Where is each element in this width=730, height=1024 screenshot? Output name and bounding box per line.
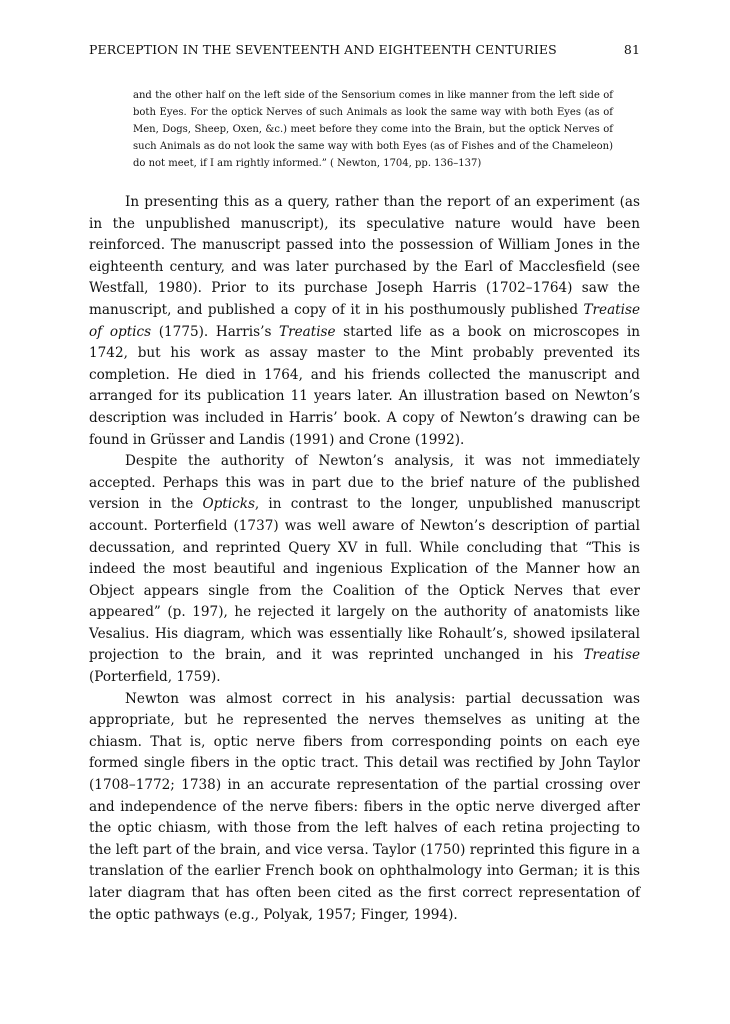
quote-text: and the other half on the left side of the Sensorium comes in like manner from the left side of both Eyes. For the optick Nerves of such Animals as look the same way with both Eyes (as of Men, Dogs, Sheep, Oxen, &c.) meet before they come into the Brain, but the optick Nerves of such Animals as do not look the same way with both Eyes (as of Fishes and of the Chameleon) do not meet, if I am rightly informed.” ( Newton, 1704, pp. 136–137) [133,90,613,169]
paragraph-2 [89,451,640,689]
paragraph-1-part-b: (1775). Harris’s [151,323,280,340]
paragraph-3-text: Newton was almost correct in his analysis: partial decussation was appropriate, but he represented the nerves themselves as uniting at the chiasm. That is, optic nerve fibers from corresponding points on each eye formed single fibers in the optic tract. This detail was rectified by John Taylor (1708–1772; 1738) in an accurate representation of the partial crossing over and independence of the nerve fibers: fibers in the optic nerve diverged after the optic chiasm, with those from the left halves of each retina projecting to the left part of the brain, and vice versa. Taylor (1750) reprinted this figure in a translation of the earlier French book on ophthalmology into German; it is this later diagram that has often been cited as the first correct representation of the optic pathways (e.g., Polyak, 1957; Finger, 1994). [89,690,640,923]
paragraph-2-part-a: Despite the authority of Newton’s analysis, it was not immediately accepted. Perhaps this was in part due to the brief nature of the published version in the [89,453,640,513]
paragraph-1-part-a: In presenting this as a query, rather than the report of an experiment (as in the unpublished manuscript), its speculative nature would have been reinforced. The manuscript passed into the possession of William Jones in the eighteenth century, and was later purchased by the Earl of Macclesfield (see Westfall, 1980). Prior to its purchase Joseph Harris (1702–1764) saw the manuscript, and published a copy of it in his posthumously published [89,194,640,318]
paragraph-2-italic-treatise: Treatise [583,647,640,664]
paragraph-3 [89,689,640,927]
paragraph-2-part-c: (Porterfield, 1759). [89,669,221,686]
paragraph-1-italic-treatise: Treatise [279,323,336,340]
paragraph-1-italic-title: Treatise of optics [89,301,640,340]
running-head-title: PERCEPTION IN THE SEVENTEENTH AND EIGHTEENTH CENTURIES [89,42,557,57]
page-number: 81 [623,42,640,57]
document-page [89,42,640,926]
paragraph-1 [89,192,640,451]
paragraph-2-italic-opticks: Opticks [202,496,255,513]
running-header [89,42,640,62]
paragraph-2-part-b: , in contrast to the longer, unpublished manuscript account. Porterfield (1737) was well aware of Newton’s description of partial decussation, and reprinted Query XV in full. While concluding that “This is indeed the most beautiful and ingenious Explication of the Manner how an Object appears single from the Coalition of the Optick Nerves that ever appeared” (p. 197), he rejected it largely on the authority of anatomists like Vesalius. His diagram, which was essentially like Rohault’s, showed ipsilateral projection to the brain, and it was reprinted unchanged in his [89,496,640,664]
paragraph-1-part-c: started life as a book on microscopes in 1742, but his work as assay master to the Mint probably prevented its completion. He died in 1764, and his friends collected the manuscript and arranged for its publication 11 years later. An illustration based on Newton’s description was included in Harris’ book. A copy of Newton’s drawing can be found in Grüsser and Landis (1991) and Crone (1992). [89,323,640,448]
block-quote [133,87,613,172]
body-text [89,192,640,926]
